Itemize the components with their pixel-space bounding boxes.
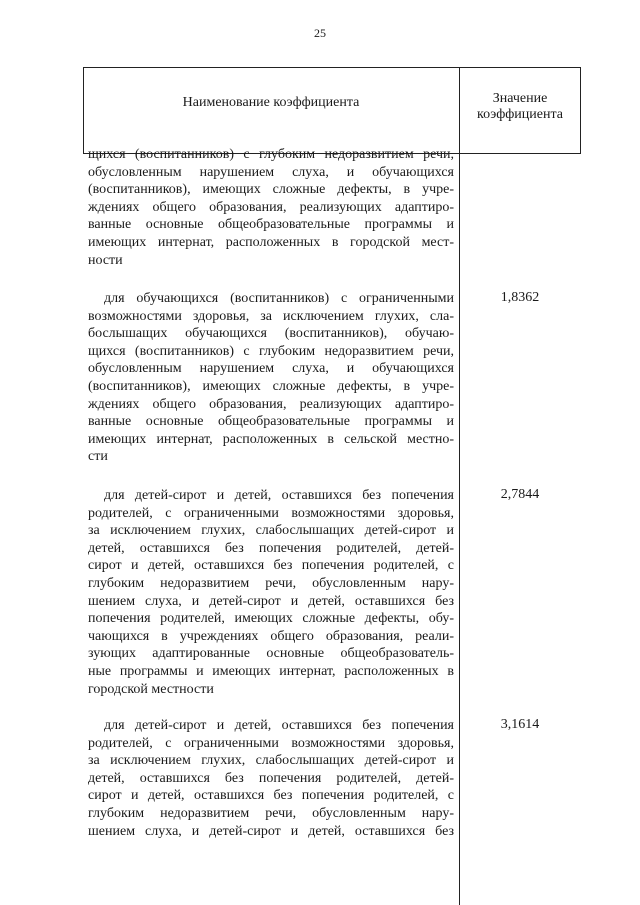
row-text-line: ванные основные общеобразовательные программы и (88, 217, 454, 233)
row-text-line: родителей, с ограниченными возможностями здоровья, (88, 505, 454, 521)
row-text-line: сирот и детей, оставшихся без попечения родителей, с (88, 558, 454, 574)
row-text-line: для обучающихся (воспитанников) с ограниченными (104, 291, 454, 306)
row-text-line: (воспитанников), имеющих сложные дефекты, в учре- (88, 182, 454, 198)
row-text-line: родителей, с ограниченными возможностями здоровья, (88, 735, 454, 751)
coefficient-value: 1,8362 (500, 290, 540, 305)
row-text-line: детей, оставшихся без попечения родителей, детей- (88, 770, 454, 786)
row-text-line: глубоким недоразвитием речи, обусловленным нару- (88, 805, 454, 821)
row-text-line: ждениях общего образования, реализующих адаптиро- (88, 199, 454, 215)
table-right-border (580, 67, 581, 153)
row-text-line: ванные основные общеобразовательные программы и (88, 414, 454, 430)
row-text-line: имеющих интернат, расположенных в сельской местно- (88, 431, 454, 447)
row-text-line: зующих адаптированные основные общеобразователь- (88, 646, 454, 662)
table-row-orphans-continued (88, 717, 454, 840)
row-text-line: попечения родителей, имеющих сложные дефекты, обу- (88, 611, 454, 627)
row-text-line: шением слуха, и детей-сирот и детей, оставшихся без (88, 823, 454, 839)
row-text-line: шением слуха, и детей-сирот и детей, оставшихся без (88, 593, 454, 609)
row-text-line: детей, оставшихся без попечения родителей, детей- (88, 540, 454, 556)
row-text-line: для детей-сирот и детей, оставшихся без попечения (104, 718, 454, 733)
row-text-line: (воспитанников), имеющих сложные дефекты, в учре- (88, 378, 454, 394)
table-top-border (83, 67, 581, 68)
table-row-orphans-urban (88, 487, 454, 698)
table-row-rural-students (88, 290, 454, 466)
row-text-line: глубоким недоразвитием речи, обусловленным нару- (88, 575, 454, 591)
header-value-line-2: коэффициента (477, 107, 563, 122)
coefficient-value: 3,1614 (500, 717, 540, 732)
row-text-line: имеющих интернат, расположенных в городской мест- (88, 234, 454, 250)
row-text-line: для детей-сирот и детей, оставшихся без попечения (104, 488, 454, 503)
row-text-line: обусловленным нарушением слуха, и обучающихся (88, 361, 454, 377)
row-text-line: сирот и детей, оставшихся без попечения родителей, с (88, 788, 454, 804)
header-value-line-1: Значение (492, 91, 548, 106)
row-text-line: городской местности (88, 681, 214, 697)
row-text-line: ности (88, 252, 123, 268)
row-text-line: за исключением глухих, слабослышащих детей-сирот и (88, 523, 454, 539)
row-text-line: чающихся в учреждениях общего образования, реали- (88, 628, 454, 644)
header-value-column (460, 91, 580, 123)
row-text-line: ные программы и имеющих интернат, расположенных в (88, 663, 454, 679)
row-text-line: возможностями здоровья, за исключением глухих, сла- (88, 308, 454, 324)
table-column-divider (459, 67, 460, 905)
row-text-line: сти (88, 449, 108, 465)
row-text-line: за исключением глухих, слабослышащих детей-сирот и (88, 753, 454, 769)
header-name-column: Наименование коэффициента (182, 95, 360, 110)
row-text-line: ждениях общего образования, реализующих адаптиро- (88, 396, 454, 412)
row-text-line: щихся (воспитанников) с глубоким недоразвитием речи, (88, 147, 454, 162)
row-text-line: щихся (воспитанников) с глубоким недоразвитием речи, (88, 343, 454, 359)
row-text-line: обусловленным нарушением слуха, и обучающихся (88, 164, 454, 180)
table-row-continuation (88, 146, 454, 269)
page-number: 25 (314, 26, 326, 40)
row-text-line: бослышащих обучающихся (воспитанников), обучаю- (88, 326, 454, 342)
coefficient-value: 2,7844 (500, 487, 540, 502)
